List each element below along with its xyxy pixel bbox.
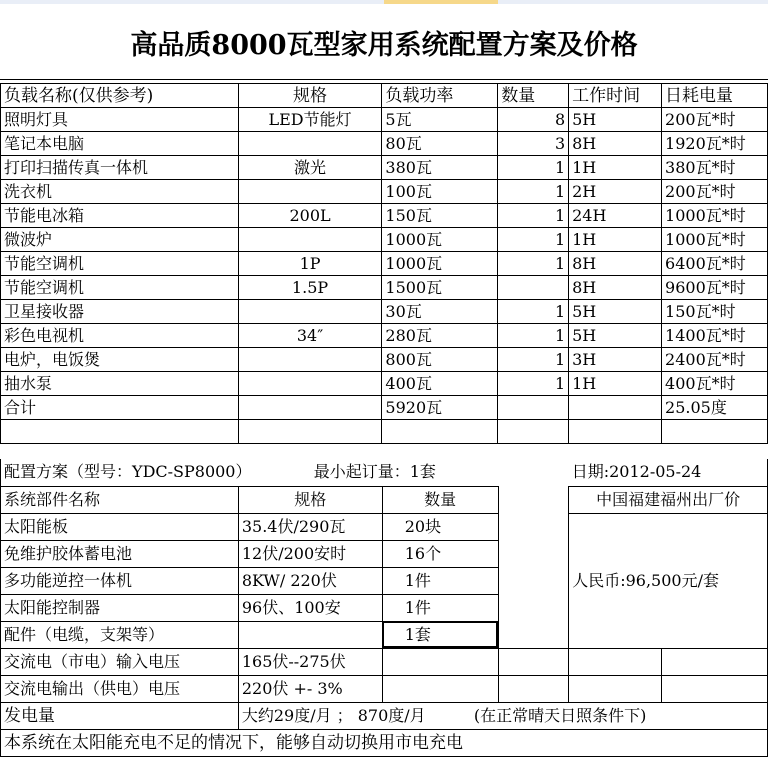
ac-output-label[interactable]: 交流电输出（供电）电压 — [1, 675, 239, 702]
load-name[interactable]: 电炉，电饭煲 — [1, 348, 239, 372]
part-qty[interactable]: 16个 — [382, 540, 498, 567]
load-hours[interactable]: 1H — [569, 372, 662, 396]
load-qty[interactable]: 3 — [498, 132, 569, 156]
cell[interactable] — [662, 420, 768, 444]
load-spec[interactable]: 1P — [238, 252, 382, 276]
load-qty[interactable]: 1 — [498, 300, 569, 324]
part-row — [1, 513, 768, 540]
config-table — [0, 459, 768, 757]
load-power[interactable]: 400瓦 — [382, 372, 498, 396]
cell[interactable] — [382, 420, 498, 444]
load-hours[interactable]: 5H — [569, 108, 662, 132]
load-name[interactable]: 节能空调机 — [1, 276, 239, 300]
load-row — [1, 348, 768, 372]
parts-header-row — [1, 486, 768, 513]
load-daily[interactable]: 150瓦*时 — [662, 300, 768, 324]
sheet-title: 高品质8000瓦型家用系统配置方案及价格 — [0, 5, 768, 80]
load-power[interactable]: 150瓦 — [382, 204, 498, 228]
plan-label: 配置方案（型号：YDC-SP8000） — [4, 462, 252, 482]
load-daily[interactable]: 1000瓦*时 — [662, 228, 768, 252]
load-row — [1, 204, 768, 228]
column-header-strip — [0, 0, 768, 4]
load-spec[interactable] — [238, 300, 382, 324]
load-power[interactable]: 1000瓦 — [382, 228, 498, 252]
load-name[interactable]: 洗衣机 — [1, 180, 239, 204]
load-row — [1, 132, 768, 156]
header-spec[interactable]: 规格 — [238, 84, 382, 108]
load-qty[interactable]: 1 — [498, 348, 569, 372]
load-row — [1, 324, 768, 348]
cell[interactable] — [382, 675, 498, 702]
load-hours[interactable]: 1H — [569, 156, 662, 180]
load-qty[interactable]: 1 — [498, 180, 569, 204]
load-name[interactable]: 微波炉 — [1, 228, 239, 252]
load-table-header — [1, 84, 768, 108]
load-row — [1, 228, 768, 252]
cell[interactable] — [1, 420, 239, 444]
cell[interactable] — [498, 567, 569, 594]
cell[interactable] — [569, 420, 662, 444]
load-name[interactable]: 卫星接收器 — [1, 300, 239, 324]
cell[interactable] — [238, 420, 382, 444]
note-row — [1, 729, 768, 756]
cell[interactable] — [662, 675, 768, 702]
ac-input-row — [1, 648, 768, 675]
selected-column-marker — [384, 0, 498, 4]
header-part-qty[interactable]: 数量 — [382, 486, 498, 513]
load-power[interactable]: 80瓦 — [382, 132, 498, 156]
load-hours[interactable]: 8H — [569, 132, 662, 156]
ac-output-row — [1, 675, 768, 702]
load-spec[interactable]: 200L — [238, 204, 382, 228]
cell[interactable] — [382, 648, 498, 675]
load-spec[interactable] — [238, 348, 382, 372]
load-row — [1, 252, 768, 276]
load-power[interactable]: 5瓦 — [382, 108, 498, 132]
cell[interactable] — [498, 621, 569, 648]
header-qty[interactable]: 数量 — [498, 84, 569, 108]
load-daily[interactable]: 1920瓦*时 — [662, 132, 768, 156]
part-spec[interactable]: 8KW/ 220伏 — [238, 567, 382, 594]
cell[interactable] — [498, 459, 569, 486]
load-power[interactable]: 800瓦 — [382, 348, 498, 372]
load-name[interactable]: 笔记本电脑 — [1, 132, 239, 156]
load-power[interactable]: 1500瓦 — [382, 276, 498, 300]
load-power[interactable]: 100瓦 — [382, 180, 498, 204]
load-hours[interactable]: 8H — [569, 252, 662, 276]
load-spec[interactable]: 激光 — [238, 156, 382, 180]
load-row — [1, 372, 768, 396]
load-daily[interactable]: 380瓦*时 — [662, 156, 768, 180]
part-spec[interactable] — [238, 621, 382, 648]
load-row — [1, 300, 768, 324]
cell[interactable] — [569, 396, 662, 420]
load-qty[interactable]: 1 — [498, 372, 569, 396]
load-hours[interactable]: 1H — [569, 228, 662, 252]
ac-input-value[interactable]: 165伏--275伏 — [238, 648, 382, 675]
cell[interactable] — [569, 675, 662, 702]
part-name[interactable]: 多功能逆控一体机 — [1, 567, 239, 594]
load-spec[interactable]: LED节能灯 — [238, 108, 382, 132]
generation-label[interactable]: 发电量 — [1, 702, 239, 729]
load-daily[interactable]: 1000瓦*时 — [662, 204, 768, 228]
part-qty[interactable]: 1件 — [382, 567, 498, 594]
plan-info[interactable] — [1, 459, 499, 486]
load-daily[interactable]: 400瓦*时 — [662, 372, 768, 396]
header-power[interactable]: 负载功率 — [382, 84, 498, 108]
load-row — [1, 156, 768, 180]
load-daily[interactable]: 200瓦*时 — [662, 108, 768, 132]
header-part-name[interactable]: 系统部件名称 — [1, 486, 239, 513]
part-name[interactable]: 太阳能板 — [1, 513, 239, 540]
cell[interactable] — [498, 594, 569, 621]
load-qty[interactable] — [498, 276, 569, 300]
part-qty[interactable]: 1件 — [382, 594, 498, 621]
header-part-spec[interactable]: 规格 — [238, 486, 382, 513]
total-daily[interactable]: 25.05度 — [662, 396, 768, 420]
load-hours[interactable]: 5H — [569, 300, 662, 324]
total-row — [1, 396, 768, 420]
cell[interactable] — [498, 486, 569, 513]
load-daily[interactable]: 6400瓦*时 — [662, 252, 768, 276]
load-row — [1, 276, 768, 300]
blank-row — [1, 420, 768, 444]
load-table — [0, 83, 768, 444]
header-daily[interactable]: 日耗电量 — [662, 84, 768, 108]
load-name[interactable]: 打印扫描传真一体机 — [1, 156, 239, 180]
total-power[interactable]: 5920瓦 — [382, 396, 498, 420]
header-load-name[interactable]: 负载名称(仅供参考) — [1, 84, 239, 108]
cell[interactable] — [238, 396, 382, 420]
load-power[interactable]: 30瓦 — [382, 300, 498, 324]
price-header[interactable]: 中国福建福州出厂价 — [569, 486, 768, 513]
load-hours[interactable]: 5H — [569, 324, 662, 348]
load-name[interactable]: 节能空调机 — [1, 252, 239, 276]
part-name[interactable]: 太阳能控制器 — [1, 594, 239, 621]
load-daily[interactable]: 200瓦*时 — [662, 180, 768, 204]
ac-input-label[interactable]: 交流电（市电）输入电压 — [1, 648, 239, 675]
load-hours[interactable]: 2H — [569, 180, 662, 204]
plan-row — [1, 459, 768, 486]
total-label[interactable]: 合计 — [1, 396, 239, 420]
system-note[interactable]: 本系统在太阳能充电不足的情况下，能够自动切换用市电充电 — [1, 729, 768, 756]
cell[interactable] — [498, 420, 569, 444]
load-daily[interactable]: 2400瓦*时 — [662, 348, 768, 372]
min-order: 最小起订量：1套 — [313, 462, 436, 482]
load-spec[interactable] — [238, 372, 382, 396]
load-daily[interactable]: 9600瓦*时 — [662, 276, 768, 300]
generation-value: 大约29度/月 ； 870度/月 — [241, 705, 426, 725]
load-row — [1, 108, 768, 132]
load-qty[interactable]: 1 — [498, 204, 569, 228]
load-name[interactable]: 抽水泵 — [1, 372, 239, 396]
load-hours[interactable]: 24H — [569, 204, 662, 228]
load-qty[interactable]: 1 — [498, 252, 569, 276]
load-qty[interactable]: 1 — [498, 324, 569, 348]
part-name[interactable]: 配件（电缆，支架等） — [1, 621, 239, 648]
load-qty[interactable]: 1 — [498, 156, 569, 180]
load-name[interactable]: 照明灯具 — [1, 108, 239, 132]
cell[interactable] — [498, 513, 569, 540]
cell[interactable] — [662, 648, 768, 675]
load-spec[interactable] — [238, 180, 382, 204]
generation-info[interactable] — [238, 702, 767, 729]
part-spec[interactable]: 96伏、100安 — [238, 594, 382, 621]
load-daily[interactable]: 1400瓦*时 — [662, 324, 768, 348]
generation-row — [1, 702, 768, 729]
load-spec[interactable]: 1.5P — [238, 276, 382, 300]
cell[interactable] — [498, 675, 569, 702]
load-hours[interactable]: 3H — [569, 348, 662, 372]
part-spec[interactable]: 35.4伏/290瓦 — [238, 513, 382, 540]
price[interactable]: 人民币:96,500元/套 — [569, 513, 768, 648]
part-qty[interactable]: 20块 — [382, 513, 498, 540]
cell[interactable] — [569, 648, 662, 675]
part-spec[interactable]: 12伏/200安时 — [238, 540, 382, 567]
load-name[interactable]: 彩色电视机 — [1, 324, 239, 348]
load-power[interactable]: 280瓦 — [382, 324, 498, 348]
load-spec[interactable]: 34″ — [238, 324, 382, 348]
load-spec[interactable] — [238, 132, 382, 156]
date[interactable]: 日期:2012-05-24 — [569, 459, 768, 486]
load-qty[interactable]: 1 — [498, 228, 569, 252]
load-power[interactable]: 380瓦 — [382, 156, 498, 180]
cell[interactable] — [498, 540, 569, 567]
load-row — [1, 180, 768, 204]
load-name[interactable]: 节能电冰箱 — [1, 204, 239, 228]
load-power[interactable]: 1000瓦 — [382, 252, 498, 276]
ac-output-value[interactable]: 220伏 +- 3% — [238, 675, 382, 702]
load-spec[interactable] — [238, 228, 382, 252]
part-qty-selected[interactable]: 1套 — [382, 621, 498, 648]
cell[interactable] — [498, 396, 569, 420]
load-hours[interactable]: 8H — [569, 276, 662, 300]
generation-condition: (在正常晴天日照条件下) — [473, 705, 647, 725]
load-qty[interactable]: 8 — [498, 108, 569, 132]
cell[interactable] — [498, 648, 569, 675]
header-hours[interactable]: 工作时间 — [569, 84, 662, 108]
part-name[interactable]: 免维护胶体蓄电池 — [1, 540, 239, 567]
